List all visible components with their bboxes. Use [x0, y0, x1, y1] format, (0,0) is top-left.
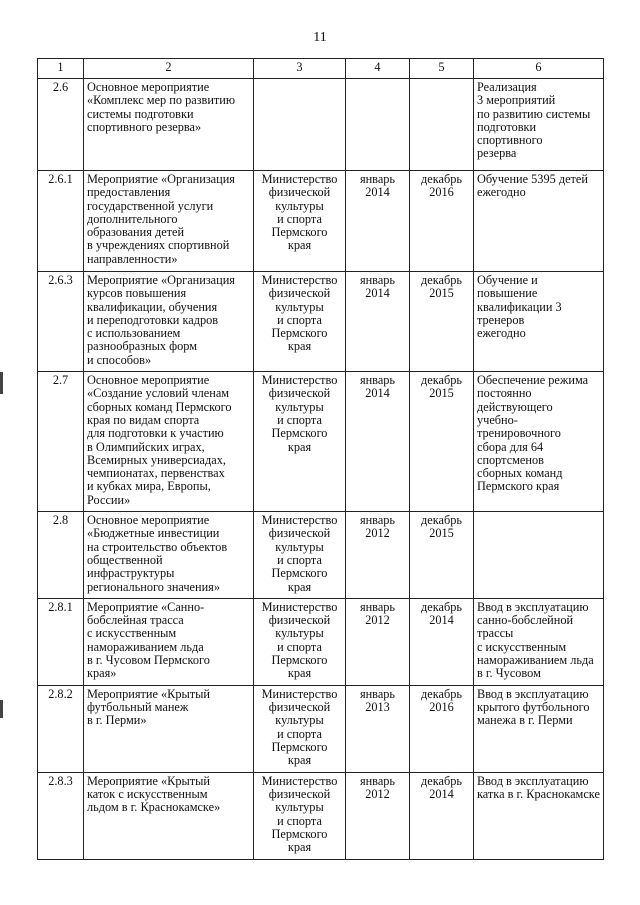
- row-number: 2.8.2: [38, 685, 84, 772]
- row-number: 2.8.3: [38, 772, 84, 859]
- table-header-row: [38, 59, 604, 79]
- column-header: 5: [410, 59, 474, 79]
- page-number: 11: [313, 30, 327, 45]
- end-date: декабрь 2014: [421, 773, 462, 802]
- column-header: 1: [38, 59, 84, 79]
- row-number: 2.6.1: [38, 171, 84, 272]
- end-date: декабрь 2015: [421, 513, 462, 541]
- expected-result: Обучение и повышение квалификации 3 тренеров ежегодно: [477, 273, 562, 341]
- executor: Министерство физической культуры и спорта Пермского края: [261, 513, 338, 594]
- table-row: [38, 512, 604, 599]
- start-date: январь 2014: [359, 273, 396, 301]
- executor: Министерство физической культуры и спорта Пермского края: [261, 599, 338, 681]
- start-date: январь 2014: [359, 172, 396, 200]
- start-date: январь 2012: [359, 773, 396, 802]
- scan-edge-mark: [0, 372, 3, 394]
- table-row: [38, 79, 604, 171]
- start-date: январь 2013: [359, 686, 396, 715]
- start-date: январь 2012: [359, 513, 396, 541]
- scan-edge-mark: [0, 700, 3, 718]
- activity-name: Основное мероприятие «Комплекс мер по развитию системы подготовки спортивного резерва»: [87, 80, 236, 134]
- expected-result: Реализация 3 мероприятий по развитию системы подготовки спортивного резерва: [477, 80, 591, 161]
- activity-name: Мероприятие «Организация предоставления государственной услуги дополнительного образования детей в учреждениях спортивной направленности»: [87, 172, 235, 266]
- column-header: 6: [474, 59, 604, 79]
- row-number: 2.6: [38, 79, 84, 171]
- executor: Министерство физической культуры и спорта Пермского края: [261, 686, 338, 768]
- executor: Министерство физической культуры и спорта Пермского края: [261, 373, 338, 454]
- expected-result: Ввод в эксплуатацию санно-бобслейной трассы с искусственным намораживанием льда в г. Чусовом: [477, 599, 594, 681]
- end-date: декабрь 2015: [421, 273, 462, 301]
- table-row: [38, 372, 604, 512]
- executor: Министерство физической культуры и спорта Пермского края: [261, 773, 338, 855]
- table-row: [38, 171, 604, 272]
- expected-result: Обеспечение режима постоянно действующего учебно-тренировочного сбора для 64 спортсменов сборных команд Пермского края: [477, 373, 589, 494]
- table-row: [38, 598, 604, 685]
- activity-name: Мероприятие «Крытый футбольный манеж в г. Перми»: [87, 686, 210, 728]
- column-header: 4: [346, 59, 410, 79]
- table-row: [38, 685, 604, 772]
- activity-name: Мероприятие «Организация курсов повышения квалификации, обучения и переподготовки кадров с использованием разнообразных форм и способов»: [87, 273, 235, 367]
- start-date: январь 2014: [359, 373, 396, 401]
- row-number: 2.7: [38, 372, 84, 512]
- end-date: декабрь 2016: [421, 172, 462, 200]
- expected-result: Обучение 5395 детей ежегодно: [477, 172, 588, 200]
- start-date: январь 2012: [359, 599, 396, 628]
- row-number: 2.8.1: [38, 598, 84, 685]
- executor: Министерство физической культуры и спорта Пермского края: [261, 273, 338, 354]
- activity-name: Мероприятие «Крытый каток с искусственным льдом в г. Краснокамске»: [87, 773, 221, 815]
- activity-name: Основное мероприятие «Создание условий членам сборных команд Пермского края по видам спорта для подготовки к участию в Олимпийских играх, Всемирных универсиадах, чемпионатах, первенствах и кубках мира, Европы, России»: [87, 373, 232, 507]
- end-date: декабрь 2016: [421, 686, 462, 715]
- end-date: декабрь 2014: [421, 599, 462, 628]
- column-header: 3: [254, 59, 346, 79]
- column-header: 2: [84, 59, 254, 79]
- executor: Министерство физической культуры и спорта Пермского края: [261, 172, 338, 253]
- activity-name: Основное мероприятие «Бюджетные инвестиции на строительство объектов общественной инфраструктуры регионального значения»: [87, 513, 228, 594]
- activity-name: Мероприятие «Санно- бобслейная трасса с искусственным намораживанием льда в г. Чусовом Пермского края»: [87, 599, 210, 681]
- row-number: 2.6.3: [38, 272, 84, 372]
- expected-result: Ввод в эксплуатацию катка в г. Краснокамске: [477, 773, 600, 802]
- row-number: 2.8: [38, 512, 84, 599]
- end-date: декабрь 2015: [421, 373, 462, 401]
- table-row: [38, 772, 604, 859]
- expected-result: Ввод в эксплуатацию крытого футбольного манежа в г. Перми: [477, 686, 590, 728]
- activities-table: [37, 58, 604, 860]
- table-row: [38, 272, 604, 372]
